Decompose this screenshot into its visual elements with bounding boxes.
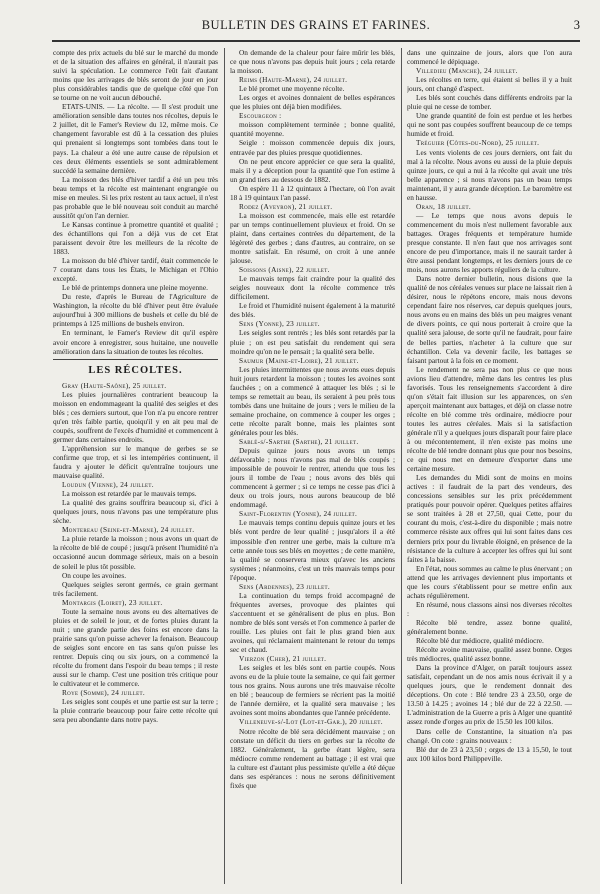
paragraph: La continuation du temps froid accompagné de fréquentes averses, provoque des plaintes qui s'accentuent et se généralisent de plus en plus. Bon nombre de blés sont versés et l'on commence à parler de rouille. Les pluies ont fait le plus grand bien aux avoines, qui réclamaient maintenant le retour du temps sec et chaud.: [230, 590, 395, 655]
paragraph: Les demandes du Midi sont de moins en moins actives : il faudrait de la part des vendeurs, des concessions sensibles sur les prix précédemment pratiqués pour pouvoir opérer. Quelques petites affaires se sont traitées à 28 et 27,50, quai Cette, pour du courant du mois, c'est-à-dire du disponible ; mais notre commerce résiste aux offres qui lui sont faites dans ces derniers prix pour du livrable éloigné, en présence de la résistance de la culture à accepter les offres qui lui sont faites à la baisse.: [407, 473, 572, 564]
paragraph: La qualité des grains souffrira beaucoup si, d'ici à quelques jours, nous n'avons pas une température plus sèche.: [53, 498, 218, 526]
paragraph: Les pluies intermittentes que nous avons eues depuis huit jours retardent la moisson ; toutes les avoines sont fauchées ; on a commencé à attaquer les blés ; si le temps se remettait au beau, ils seraient à peu près tous tombés dans une huitaine de jours ; vers le milieu de la semaine prochaine, on commence à couper les orges ; cette récolte paraît bonne, mais les plaintes sont générales pour les blés.: [230, 364, 395, 437]
paragraph: Dans la province d'Alger, on paraît toujours assez satisfait, cependant un de nos amis nous écrivait il y a quelques jours, que le rendement donnait des déceptions. On cote : Blé tendre 23 à 23.50, orge de 13.50 à 14.25 ; avoines 14 ; blé dur de 22 à 22.50. — L'administration de la Guerre a pris à Alger une quantité assez ronde d'orges au prix de 15.50 les 100 kilos.: [407, 663, 572, 727]
paragraph: On coupe les avoines.: [62, 570, 127, 580]
paragraph: Les orges et avoines donnaient de belles espérances que les pluies ont déjà bien modifiées.: [230, 93, 395, 112]
paragraph: Du reste, d'après le Bureau de l'Agriculture de Washington, la récolte du blé d'hiver peut être évaluée aujourd'hui à 300 millions de bushels et celle du blé de printemps à 125 millions de bushels environ.: [53, 292, 218, 329]
page-number: 3: [573, 18, 580, 32]
column-3: [407, 48, 572, 888]
dateline: Roye (Somme), 24 juillet.: [62, 688, 145, 698]
paragraph: Les seigles sont coupés et une partie est sur la terre ; la pluie contrarie beaucoup pour faire cette récolte qui sera peu abondante dans notre pays.: [53, 697, 218, 725]
paragraph: On espère 11 à 12 quintaux à l'hectare, où l'on avait 18 à 19 quintaux l'an passé.: [230, 183, 395, 202]
paragraph: Le blé promet une moyenne récolte.: [239, 84, 345, 94]
paragraph: En terminant, le Famer's Review dit qu'il espère avoir encore à enregistrer, sous huitaine, une nouvelle amélioration dans la situation de toutes les récoltes.: [53, 328, 218, 356]
paragraph: Les seigles sont rentrés ; les blés sont retardés par la pluie ; on est peu satisfait du rendement qui sera moindre qu'on ne le pensait ; la qualité sera belle.: [230, 328, 395, 356]
section-title: LES RÉCOLTES.: [88, 364, 183, 376]
paragraph: Dans celle de Constantine, la situation n'a pas changé. On cote : grains nouveaux :: [407, 726, 572, 745]
dateline: Montargis (Loiret), 23 juillet.: [62, 597, 163, 607]
paragraph: ETATS-UNIS. — La récolte. — Il s'est produit une amélioration sensible dans toutes nos récoltes, depuis le 2 juillet, dit le Famer's Review du 12, même mois. Ce changement favorable est dû à la cessation des pluies qui prenaient si longtemps sont tombées dans tout le pays. La chaleur a été une autre cause de répulsion et ces deux éléments essentiels se sont admirablement succédé la semaine dernière.: [53, 102, 218, 175]
paragraph: Seigle : moisson commencée depuis dix jours, entravée par des pluies presque quotidiennes.: [230, 138, 395, 157]
paragraph: Le Kansas continue à promettre quantité et qualité ; des échantillons qui l'on a déjà vus de cet Etat paraissent devoir être les meilleurs de la récolte de 1883.: [53, 219, 218, 257]
dateline: Rodez (Aveyron), 21 juillet.: [239, 201, 333, 211]
paragraph: Quelques seigles seront germés, ce grain germant très facilement.: [53, 579, 218, 598]
dateline: Tréguier (Côtes-du-Nord), 25 juillet.: [416, 138, 540, 148]
dateline: Reims (Haute-Marne), 24 juillet.: [239, 75, 348, 85]
paragraph: La moisson du blé d'hiver tardif, était commencée le 7 courant dans tous les États, le Michigan et l'Ohio excepté.: [53, 256, 218, 284]
paragraph: Le mauvais temps continu depuis quinze jours et les blés vont perdre de leur qualité ; jusqu'alors il a été impossible d'en rentrer une gerbe, mais la culture m'a cette année tous ses blés en moyettes ; de cette manière, la qualité se conservera mieux qu'avec les anciens systèmes ; néanmoins, c'est un très mauvais temps pour l'époque.: [230, 518, 395, 582]
dateline: Oran, 18 juillet.: [416, 201, 471, 211]
paragraph: Les vents violents de ces jours derniers, ont fait du mal à la récolte. Nous avons eu aussi de la pluie depuis quinze jours, ce qui a nui à la récolte qui avait une très belle apparence ; si nous n'avons pas un beau temps maintenant, il y aura grande déception. Le baromètre est en hausse.: [407, 147, 572, 202]
paragraph: Le blé de printemps donnera une pleine moyenne.: [62, 283, 208, 293]
paragraph: La pluie retarde la moisson ; nous avons un quart de la récolte de blé de coupé ; jusqu'à présent l'humidité n'a occasionné aucun dommage sérieux, mais on a besoin de soleil le plus tôt possible.: [53, 534, 218, 571]
paragraph: La moisson des blés d'hiver tardif a été un peu très beau temps et la récolte est maintenant engrangée ou mise en meules. Si les prix restent au taux actuel, il n'est pas probable que le blé nouveau soit conduit au marché aussitôt qu'on l'an dernier.: [53, 174, 218, 220]
dateline: Escourgeon :: [239, 111, 282, 121]
paragraph: Dans notre dernier bulletin, nous disions que la qualité de nos céréales venues sur place ne laissait rien à désirer, nous le répétons encore, mais nous devons cependant faire nos réserves, car depuis quelques jours, nous avons eu en mains des blés un peu maigres venant de divers points, ce qui nous porterait à croire que la qualité sera jalouse, de sorte qu'il ne faudrait, pour faire de belles parties, n'acheter à la culture que sur échantillon. Cela va devenir facile, les battages se faisant partout à la fois en ce moment.: [407, 274, 572, 365]
dateline: Sens (Ardennes), 23 juillet.: [239, 581, 330, 591]
dateline: Saumur (Maine-et-Loire), 21 juillet.: [239, 355, 359, 365]
dateline: Soissons (Aisne), 22 juillet.: [239, 265, 330, 275]
paragraph: Récolte blé dur médiocre, qualité médiocre.: [416, 636, 544, 646]
paragraph: compte des prix actuels du blé sur le marché du monde et de la situation des affaires en général, il n'aurait pas suivi la spéculation. Le commerce l'eût fait d'autant moins que les arrivages de blés seront de jour en jour plus considérables tandis que de quelque côté que l'on se tourne on ne voit aucun débouché.: [53, 48, 218, 103]
paragraph: On ne peut encore apprécier ce que sera la qualité, mais il y a déception pour la quantité que l'on estime à un grand tiers au dessous de 1882.: [230, 156, 395, 184]
paragraph: moisson complètement terminée ; bonne qualité, quantité moyenne.: [230, 120, 395, 139]
paragraph: Les pluies journalières contrarient beaucoup la moisson en endommageant la qualité des seigles et des blés ; ces derniers surtout, que l'on n'a pu encore rentrer qu'en très faible partie, quoiqu'il y en ait peu mal de coupés, souffrent de l'excès d'humidité et commencent à germer dans certaines endroits.: [53, 389, 218, 444]
paragraph: On demande de la chaleur pour faire mûrir les blés, ce que nous n'avons pas depuis huit jours ; cela retarde la moisson.: [230, 48, 395, 76]
paragraph: dans une quinzaine de jours, alors que l'on aura commencé le dépiquage.: [407, 48, 572, 67]
paragraph: Les blés sont couchés dans différents endroits par la pluie qui ne cesse de tomber.: [407, 93, 572, 112]
paragraph: — Le temps que nous avons depuis le commencement du mois n'est nullement favorable aux battages. Orages fréquents et température humide presque constante. Il n'en faut que nos arrivages sont encore de peu d'importance, mais il ne saurait tarder à être aussi pendant longtemps, et les derniers jours de ce mois, nous aurons les apports réguliers de la culture.: [407, 210, 572, 275]
separator-rule: [53, 359, 218, 360]
dateline: Gray (Haute-Saône), 25 juillet.: [62, 380, 167, 390]
paragraph: Récolte blé tendre, assez bonne qualité, généralement bonne.: [407, 617, 572, 636]
dateline: Sens (Yonne), 23 juillet.: [239, 319, 320, 329]
dateline: Montereau (Seine-et-Marne), 24 juillet.: [62, 525, 195, 535]
paragraph: Depuis quinze jours nous avons un temps défavorable ; nous n'avons pas mal de blés coupés ; impossible de pouvoir le rentrer, attendu que tous les jours il tombe de l'eau ; nous avons des blés qui commencent à germer ; si ce temps ne cesse pas d'ici à deux ou trois jours, nous aurons beaucoup de blé endommagé.: [230, 446, 395, 510]
column-2: [230, 48, 395, 888]
paragraph: Les seigles et les blés sont en partie coupés. Nous avons eu de la pluie toute la semaine, ce qui fait germer tous nos grains. Nous aurons une très mauvaise récolte en blé ; beaucoup de fermiers se récrient pas la moitié de l'année dernière, et la qualité sera mauvaise ; les avoines sont moins abondantes que l'année précédente.: [230, 663, 395, 718]
paragraph: Toute la semaine nous avons eu des alternatives de pluies et de soleil le jour, et de fortes pluies durant la nuit ; une grande partie des foins est encore dans la prairie sans qu'on puisse achever la fenaison. Beaucoup de seigles sont encore en tas sans qu'on puisse les rentrer. Depuis cinq ou six jours, on a commencé la récolte du froment dans l'espoir du beau temps ; il reste aussi sur le champ. C'est une position très critique pour le cultivateur et le commerce.: [53, 606, 218, 689]
paragraph: La moisson est retardée par le mauvais temps.: [62, 489, 197, 499]
paragraph: Notre récolte de blé sera décidément mauvaise ; on constate un déficit du tiers en gerbes sur la récolte de 1882. Généralement, la gerbe étant légère, sera médiocre comme rendement au battage ; il est vrai que la culture est d'autant plus pessimiste qu'elle a été déçue dans ses espérances : nous ne serons définitivement fixés que: [230, 726, 395, 790]
paragraph: Le froid et l'humidité nuisent également à la maturité des blés.: [230, 301, 395, 320]
dateline: Saint-Florentin (Yonne), 24 juillet.: [239, 509, 358, 519]
paragraph: La moisson est commencée, mais elle est retardée par un temps continuellement pluvieux et froid. On se plaint, dans certaines contrées du département, de la légèreté des gerbes ; dans d'autres, au contraire, on se montre satisfait. En résumé, on croit à une année jalouse.: [230, 210, 395, 266]
paragraph: En l'état, nous sommes au calme le plus énervant ; on attend que les arrivages deviennent plus importants et que les cours s'établissent pour se mettre enfin aux achats régulièrement.: [407, 563, 572, 600]
paragraph: Les récoltes en terre, qui étaient si belles il y a huit jours, ont changé d'aspect.: [407, 75, 572, 94]
dateline: Villedieu (Manche), 24 juillet.: [416, 66, 518, 76]
paragraph: Récolte avoine mauvaise, qualité assez bonne. Orges très médiocres, qualité assez bonne.: [407, 645, 572, 664]
dateline: Loudun (Vienne), 24 juillet.: [62, 480, 154, 490]
paragraph: Le rendement ne sera pas non plus ce que nous avions lieu d'attendre, même dans les centres les plus favorisés. Tous les renseignements s'accordent à dire qu'on s'était fait illusion sur les apparences, on s'en aperçoit maintenant aux battages, et déjà on classe notre récolte en blé comme très ordinaire, médiocre pour toutes les autres céréales. Mais si la satisfaction générale n'il y a quelques jours disparaît pour faire place à ou mécontentement, il n'en existe pas moins une récolte de blé tendre donnant plus que pour nos besoins, ce qui nous met en demeure d'exporter dans une certaine mesure.: [407, 364, 572, 474]
page-title: BULLETIN DES GRAINS ET FARINES.: [201, 18, 431, 32]
paragraph: Une grande quantité de foin est perdue et les herbes qui ne sont pas coupées souffrent beaucoup de ce temps humide et froid.: [407, 111, 572, 139]
dateline: Vierzon (Cher), 21 juillet.: [239, 654, 327, 664]
column-1: [53, 48, 218, 888]
paragraph: En résumé, nous classons ainsi nos diverses récoltes :: [407, 599, 572, 618]
page-header: [52, 18, 580, 42]
column-divider: [224, 48, 225, 884]
paragraph: Le mauvais temps fait craindre pour la qualité des seigles nouveaux dont la récolte commence très difficilement.: [230, 274, 395, 302]
paragraph: L'appréhension sur le manque de gerbes se se confirme que trop, et si les intempéries continuent, il faudra y ajouter le déficit qu'entraîne toujours une mauvaise qualité.: [53, 443, 218, 481]
column-divider: [401, 48, 402, 884]
paragraph: Blé dur de 23 à 23,50 ; orges de 13 à 15,50, le tout aux 100 kilos bord Philippeville.: [407, 744, 572, 763]
dateline: Villeneuve-s/-Lot (Lot-et-Gar.), 20 juillet.: [239, 717, 383, 727]
dateline: Sablé-s/-Sarthe (Sarthe), 21 juillet.: [239, 437, 359, 447]
